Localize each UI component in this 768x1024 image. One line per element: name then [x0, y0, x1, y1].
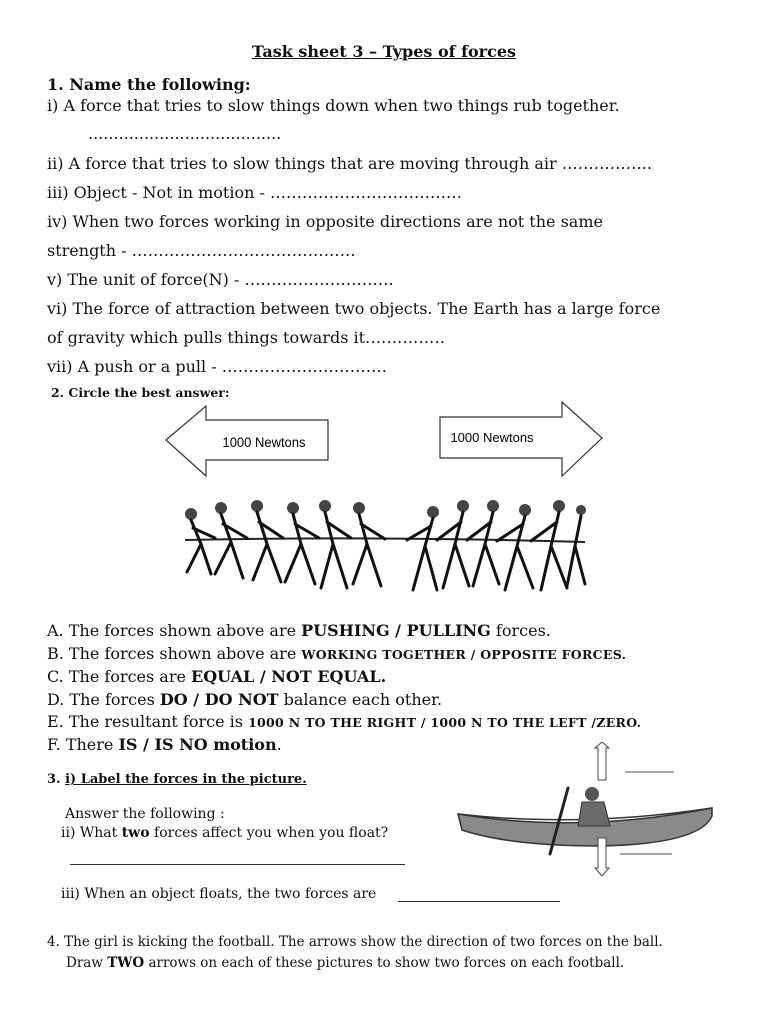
question-4-line2-pre: Draw	[66, 955, 108, 971]
statement-f-options[interactable]: IS / IS NO motion	[118, 735, 277, 754]
up-force-arrow	[595, 742, 609, 780]
section3-heading	[47, 772, 307, 787]
section3-number: 3.	[47, 772, 66, 787]
statement-c-text: C. The forces are	[47, 667, 192, 686]
statement-f-end: .	[276, 735, 282, 754]
statement-d-options[interactable]: DO / DO NOT	[159, 690, 279, 709]
statement-a-options[interactable]: PUSHING / PULLING	[301, 621, 491, 640]
question-4-line2-bold: TWO	[107, 955, 145, 971]
question-3-ii-bold: two	[121, 825, 150, 841]
right-arrow-label: 1000 Newtons	[450, 430, 534, 445]
statement-f-text: F. There	[47, 735, 119, 754]
statement-e-text: E. The resultant force is	[47, 712, 249, 731]
statement-b-text: B. The forces shown above are	[47, 644, 302, 663]
page-title: Task sheet 3 – Types of forces	[251, 42, 517, 61]
statement-b	[47, 644, 626, 663]
statement-a-end: forces.	[490, 621, 551, 640]
statement-e-options[interactable]: 1000 N TO THE RIGHT / 1000 N TO THE LEFT /ZERO.	[248, 715, 642, 730]
section2-heading: 2. Circle the best answer:	[51, 385, 230, 400]
statement-f	[47, 735, 282, 754]
force-arrows-diagram	[160, 400, 605, 485]
question-3-ii-post: forces affect you when you float?	[149, 825, 389, 841]
statement-c	[47, 667, 386, 686]
answer-line-3-ii[interactable]	[70, 864, 405, 865]
question-1-iv: iv) When two forces working in opposite directions are not the same	[47, 212, 603, 231]
question-1-v: v) The unit of force(N) - ……………………….	[47, 270, 394, 289]
question-4-line2-post: arrows on each of these pictures to show two forces on each football.	[144, 955, 625, 971]
question-1-iv-cont: strength - ……………………………………	[47, 241, 356, 260]
statement-a	[47, 621, 551, 640]
answer-line-3-iii[interactable]	[398, 901, 560, 902]
question-1-ii: ii) A force that tries to slow things that are moving through air ……………..	[47, 154, 652, 173]
question-4-line1: 4. The girl is kicking the football. The arrows show the direction of two forces on the ball.	[47, 934, 663, 950]
section3-intro: Answer the following :	[65, 806, 225, 822]
answer-line-1-i: ......................................	[88, 124, 282, 143]
canoe-image	[450, 742, 720, 877]
statement-d-end: balance each other.	[278, 690, 443, 709]
question-1-vi-cont: of gravity which pulls things towards it……………	[47, 328, 446, 347]
question-1-iii: iii) Object - Not in motion - ………………………………	[47, 183, 462, 202]
question-1-vi: vi) The force of attraction between two objects. The Earth has a large force	[47, 299, 661, 318]
statement-c-options[interactable]: EQUAL / NOT EQUAL.	[191, 667, 387, 686]
statement-a-text: A. The forces shown above are	[47, 621, 302, 640]
statement-b-options[interactable]: WORKING TOGETHER / OPPOSITE FORCES.	[301, 647, 627, 662]
question-4-line2	[66, 955, 624, 971]
statement-d	[47, 690, 442, 709]
question-3-ii-pre: ii) What	[61, 825, 122, 841]
statement-d-text: D. The forces	[47, 690, 160, 709]
tug-of-war-image	[175, 492, 590, 604]
question-3-iii: iii) When an object floats, the two forces are	[61, 886, 377, 902]
question-1-vii: vii) A push or a pull - ………………………….	[47, 357, 387, 376]
left-arrow-label: 1000 Newtons	[222, 434, 306, 451]
question-3-ii	[61, 825, 388, 841]
statement-e	[47, 712, 641, 731]
section3-title: i) Label the forces in the picture.	[65, 772, 307, 787]
section1-heading: 1. Name the following:	[47, 75, 251, 94]
question-1-i: i) A force that tries to slow things down when two things rub together.	[47, 96, 620, 115]
